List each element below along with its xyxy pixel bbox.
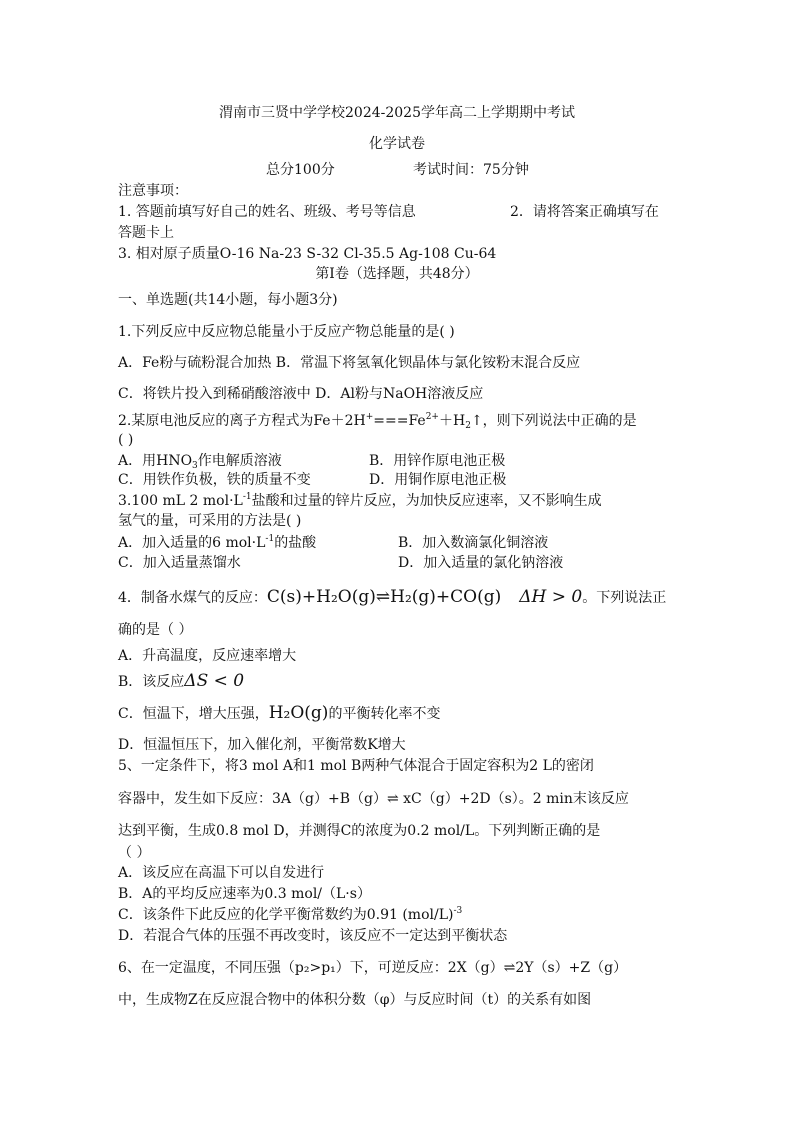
q4-option-c: C．恒温下，增大压强，H₂O(g)的平衡转化率不变 xyxy=(118,703,441,723)
q2-option-b: B．用锌作原电池正极 xyxy=(369,453,506,469)
q4-option-b: B．该反应ΔS < 0 xyxy=(118,671,245,691)
q1-options-ab: A．Fe粉与硫粉混合加热 B．常温下将氢氧化钡晶体与氯化铵粉末混合反应 xyxy=(118,355,581,371)
q4-enthalpy: ΔH > 0 xyxy=(519,587,583,607)
q4-stem-cont: 确的是（ ） xyxy=(118,622,193,638)
notes-heading: 注意事项： xyxy=(118,183,188,199)
q3-option-a: A．加入适量的6 $mol\cdot L^{-1}$的盐酸 xyxy=(118,534,317,551)
note-1: 1. 答题前填写好自己的姓名、班级、考号等信息 xyxy=(118,204,416,220)
q1-options-cd: C．将铁片投入到稀硝酸溶液中 D．Al粉与NaOH溶液反应 xyxy=(118,386,484,402)
q5-option-b: B．A的平均反应速率为0.3 mol/（L·s） xyxy=(118,886,371,902)
exam-title: 渭南市三贤中学学校2024-2025学年高二上学期期中考试 xyxy=(219,105,575,121)
q4-stem: 4．制备水煤气的反应：C(s)+H₂O(g)⇌H₂(g)+CO(g) ΔH > 0。下列说法正 xyxy=(118,587,667,607)
exam-time: 考试时间：75分钟 xyxy=(413,162,529,178)
q5-line-1: 5、一定条件下，将3 mol A和1 mol B两种气体混合于固定容积为2 L的密闭 xyxy=(118,758,594,774)
exam-subtitle: 化学试卷 xyxy=(369,136,425,152)
q3-stem: 3.100 mL 2 $mol\cdot L^{-1}$盐酸和过量的锌片反应，为加快反应速率，又不影响生成 xyxy=(118,492,602,509)
q5-option-c: C．该条件下此反应的化学平衡常数约为0.91 $(mol/L)^{-3}$ xyxy=(118,906,463,923)
q2-option-d: D．用铜作原电池正极 xyxy=(369,472,507,488)
total-score: 总分100分 xyxy=(266,162,335,178)
q2-option-c: C．用铁作负极，铁的质量不变 xyxy=(118,472,311,488)
q3-stem-cont: 氢气的量，可采用的方法是( ) xyxy=(118,513,302,529)
q2-paren: ( ) xyxy=(118,432,134,448)
note-2-cont: 答题卡上 xyxy=(118,225,174,241)
section-title: 第Ⅰ卷（选择题，共48分） xyxy=(315,266,479,282)
note-2: 2．请将答案正确填写在 xyxy=(510,204,659,220)
q5-option-d: D．若混合气体的压强不再改变时，该反应不一定达到平衡状态 xyxy=(118,928,508,944)
note-3: 3. 相对原子质量O-16 Na-23 S-32 Cl-35.5 Ag-108 Cu-64 xyxy=(118,246,497,262)
section-heading: 一、单选题(共14小题，每小题3分) xyxy=(118,292,338,308)
q5-line-2: 容器中，发生如下反应：3A（g）+B（g）⇌ xC（g）+2D（s）。2 min末该反应 xyxy=(118,791,629,807)
q2-option-a: A．用$HNO_3$作电解质溶液 xyxy=(118,453,282,471)
q4-option-d: D．恒温恒压下，加入催化剂，平衡常数K增大 xyxy=(118,737,406,753)
q5-paren: （ ） xyxy=(118,845,151,861)
q3-option-c: C．加入适量蒸馏水 xyxy=(118,555,241,571)
q6-line-2: 中，生成物Z在反应混合物中的体积分数（φ）与反应时间（t）的关系有如图 xyxy=(118,992,592,1008)
q2-stem: 2.某原电池反应的离子方程式为$Fe+2H^+===Fe^{2+}+H_2↑$，则下列说法中正确的是 xyxy=(118,412,637,431)
q3-option-b: B．加入数滴氯化铜溶液 xyxy=(398,535,549,551)
q5-line-3: 达到平衡，生成0.8 mol D，并测得C的浓度为0.2 mol/L。下列判断正确的是 xyxy=(118,823,601,839)
q6-line-1: 6、在一定温度，不同压强（p₂>p₁）下，可逆反应：2X（g）⇌2Y（s）+Z（g） xyxy=(118,960,628,976)
q4-option-a: A．升高温度，反应速率增大 xyxy=(118,648,297,664)
q3-option-d: D．加入适量的氯化钠溶液 xyxy=(398,555,564,571)
q4-equation: C(s)+H₂O(g)⇌H₂(g)+CO(g) xyxy=(266,587,502,607)
q1-stem: 1.下列反应中反应物总能量小于反应产物总能量的是( ) xyxy=(118,324,455,340)
q5-option-a: A．该反应在高温下可以自发进行 xyxy=(118,865,325,881)
